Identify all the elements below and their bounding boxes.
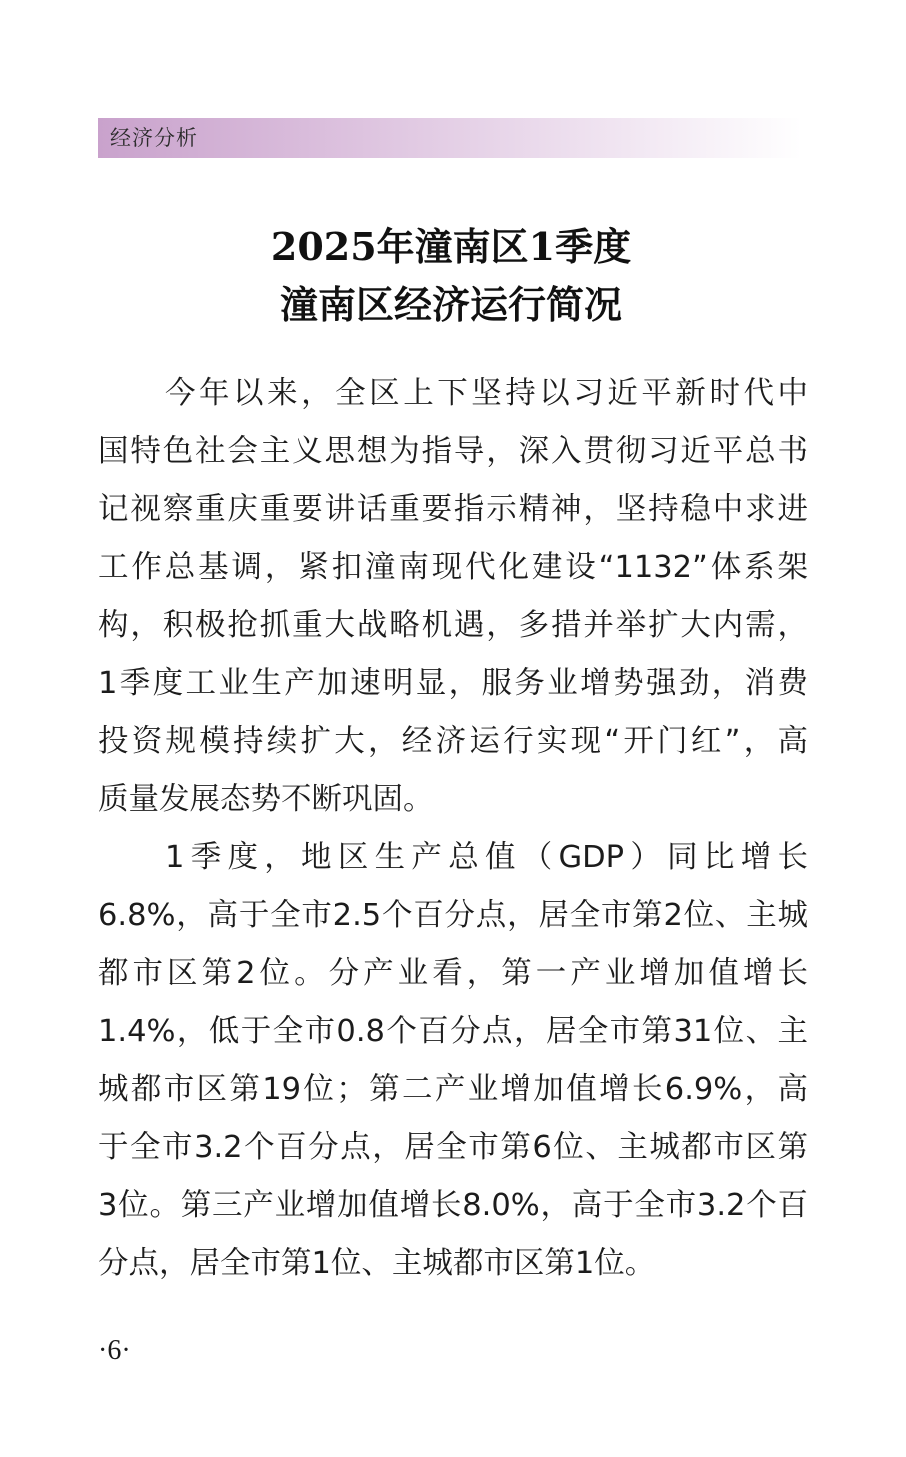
paragraph-line: 质量发展态势不断巩固。 — [98, 782, 434, 817]
paragraph-line: 工作总基调，紧扣潼南现代化建设“1132”体系架 — [98, 550, 808, 585]
paragraph-line: 都市区第2位。分产业看，第一产业增加值增长 — [98, 956, 808, 991]
paragraph-line: 1季度工业生产加速明显，服务业增势强劲，消费 — [98, 666, 808, 701]
article-body — [98, 370, 808, 1298]
article-title-line-2: 潼南区经济运行简况 — [279, 282, 622, 327]
paragraph-line: 记视察重庆重要讲话重要指示精神，坚持稳中求进 — [98, 492, 808, 527]
paragraph-line: 投资规模持续扩大，经济运行实现“开门红”，高 — [98, 724, 808, 759]
paragraph-line: 6.8%，高于全市2.5个百分点，居全市第2位、主城 — [98, 898, 808, 933]
paragraph-line: 城都市区第19位；第二产业增加值增长6.9%，高 — [98, 1072, 808, 1107]
paragraph-1 — [98, 370, 808, 834]
paragraph-line: 构，积极抢抓重大战略机遇，多措并举扩大内需， — [98, 608, 808, 643]
article-title-line-1: 2025年潼南区1季度 — [270, 224, 632, 269]
paragraph-line: 今年以来，全区上下坚持以习近平新时代中 — [165, 376, 808, 411]
paragraph-line: 分点，居全市第1位、主城都市区第1位。 — [98, 1246, 656, 1281]
page-number: ·6· — [98, 1335, 131, 1366]
paragraph-line: 1.4%，低于全市0.8个百分点，居全市第31位、主 — [98, 1014, 808, 1049]
section-label: 经济分析 — [110, 126, 198, 150]
paragraph-line: 1季度，地区生产总值（GDP）同比增长 — [165, 840, 808, 875]
paragraph-line: 于全市3.2个百分点，居全市第6位、主城都市区第 — [98, 1130, 808, 1165]
section-banner — [98, 118, 802, 158]
paragraph-2 — [98, 834, 808, 1298]
paragraph-line: 3位。第三产业增加值增长8.0%，高于全市3.2个百 — [98, 1188, 808, 1223]
paragraph-line: 国特色社会主义思想为指导，深入贯彻习近平总书 — [98, 434, 808, 469]
